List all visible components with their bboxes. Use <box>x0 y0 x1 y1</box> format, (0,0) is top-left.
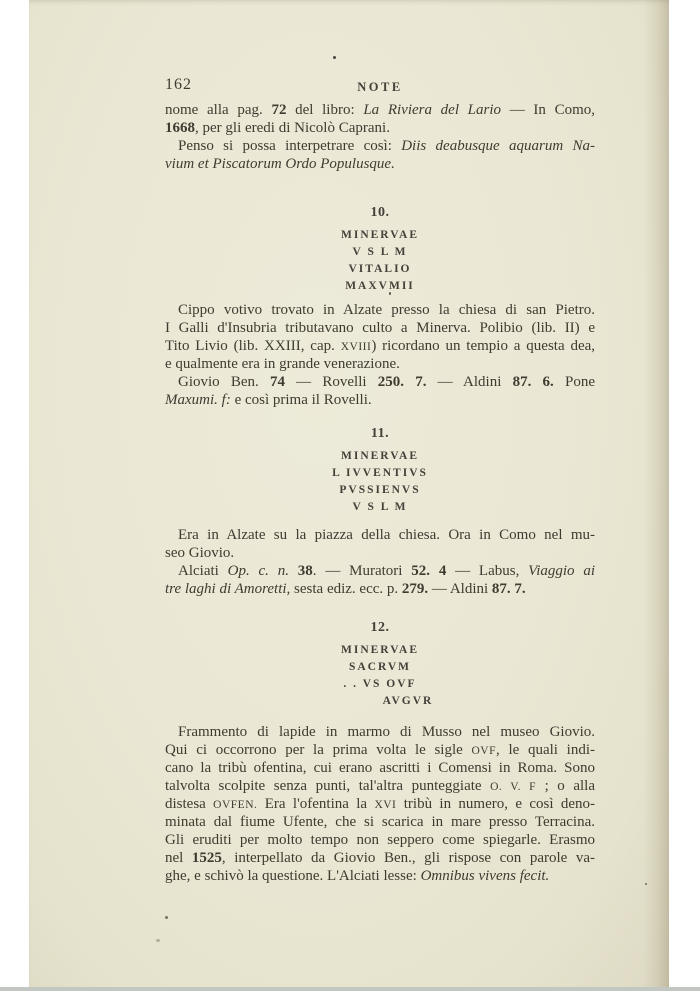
text-line: Qui ci occorrono per la prima volta le sigle OVF, le quali indi- <box>165 742 595 758</box>
text-line: vium et Piscatorum Ordo Populusque. <box>165 156 395 172</box>
text-line: Maxumi. f: e così prima il Rovelli. <box>165 392 372 408</box>
text-line: talvolta scolpite senza punti, tal'altra punteggiate O. V. F ; o alla <box>165 778 595 794</box>
paragraph-frammento-di-lapide <box>165 723 595 885</box>
inscription-number: 11. <box>370 426 390 441</box>
text-line: Penso si possa interpetrare così: Diis deabusque aquarum Na- <box>178 138 596 154</box>
text-line: Gli eruditi per molto tempo non seppero come spiegarle. Erasmo <box>165 832 595 848</box>
inscription-number: 10. <box>370 205 390 220</box>
scan-speck <box>156 939 160 942</box>
text-line: e qualmente era in grande venerazione. <box>165 356 400 372</box>
inscription-10 <box>165 205 595 295</box>
paragraph-cippo-votivo <box>165 301 595 409</box>
text-line: I Galli d'Insubria tributavano culto a Minerva. Polibio (lib. II) e <box>165 320 595 336</box>
scan-speck <box>333 56 336 59</box>
inscription-line: L IVVENTIVS <box>332 467 428 479</box>
inscription-line: MAXVMII <box>345 280 415 292</box>
inscription-line: MINERVAE <box>340 229 419 241</box>
text-line: nome alla pag. 72 del libro: La Riviera del Lario — In Como, <box>165 102 595 118</box>
text-line: seo Giovio. <box>165 545 235 561</box>
book-page <box>29 0 669 991</box>
running-title: NOTE <box>357 80 403 94</box>
text-line: Alciati Op. c. n. 38. — Muratori 52. 4 — Labus, Viaggio ai <box>178 563 595 579</box>
text-line: distesa OVFEN. Era l'ofentina la XVI tribù in numero, e così deno- <box>165 796 596 812</box>
text-line: Tito Livio (lib. XXIII, cap. XVIII) ricordano un tempio a questa dea, <box>165 338 596 354</box>
paragraph-riviera-del-lario <box>165 101 595 173</box>
inscription-line: PVSSIENVS <box>339 484 421 496</box>
inscription-11 <box>165 426 595 516</box>
inscription-line: MINERVAE <box>340 644 419 656</box>
scan-bottom-edge <box>0 987 700 991</box>
text-line: ghe, e schivò la questione. L'Alciati lesse: Omnibus vivens fecit. <box>165 868 550 884</box>
scan-speck <box>645 883 647 885</box>
text-line: 1668, per gli eredi di Nicolò Caprani. <box>165 120 390 136</box>
page-header <box>165 76 595 98</box>
inscription-line: MINERVAE <box>340 450 419 462</box>
inscription-line: V S L M <box>352 501 408 513</box>
scan-speck <box>389 292 391 295</box>
text-line: nel 1525, interpellato da Giovio Ben., gli rispose con parole va- <box>165 850 596 866</box>
inscription-line: . . VS OVF <box>343 678 417 690</box>
scan-speck <box>165 916 168 919</box>
text-line: Era in Alzate su la piazza della chiesa. Ora in Como nel mu- <box>178 527 595 543</box>
text-line: tre laghi di Amoretti, sesta ediz. ecc. p. 279. — Aldini 87. 7. <box>165 581 526 597</box>
inscription-line: V S L M <box>352 246 408 258</box>
paragraph-era-in-alzate <box>165 526 595 598</box>
inscription-line: AVGVR <box>382 695 434 707</box>
inscription-line: SACRVM <box>348 661 412 673</box>
page-number: 162 <box>165 76 192 93</box>
text-line: cano la tribù ofentina, cui erano ascritti i Comensi in Roma. Sono <box>165 760 595 776</box>
text-line: Cippo votivo trovato in Alzate presso la chiesa di san Pietro. <box>178 302 595 318</box>
text-line: minata dal fiume Ufente, che si scarica in mare presso Terracina. <box>165 814 595 830</box>
inscription-line: VITALIO <box>348 263 412 275</box>
text-line: Frammento di lapide in marmo di Musso nel museo Giovio. <box>178 724 595 740</box>
text-line: Giovio Ben. 74 — Rovelli 250. 7. — Aldini 87. 6. Pone <box>178 374 595 390</box>
inscription-number: 12. <box>370 620 390 635</box>
inscription-12 <box>165 620 595 710</box>
